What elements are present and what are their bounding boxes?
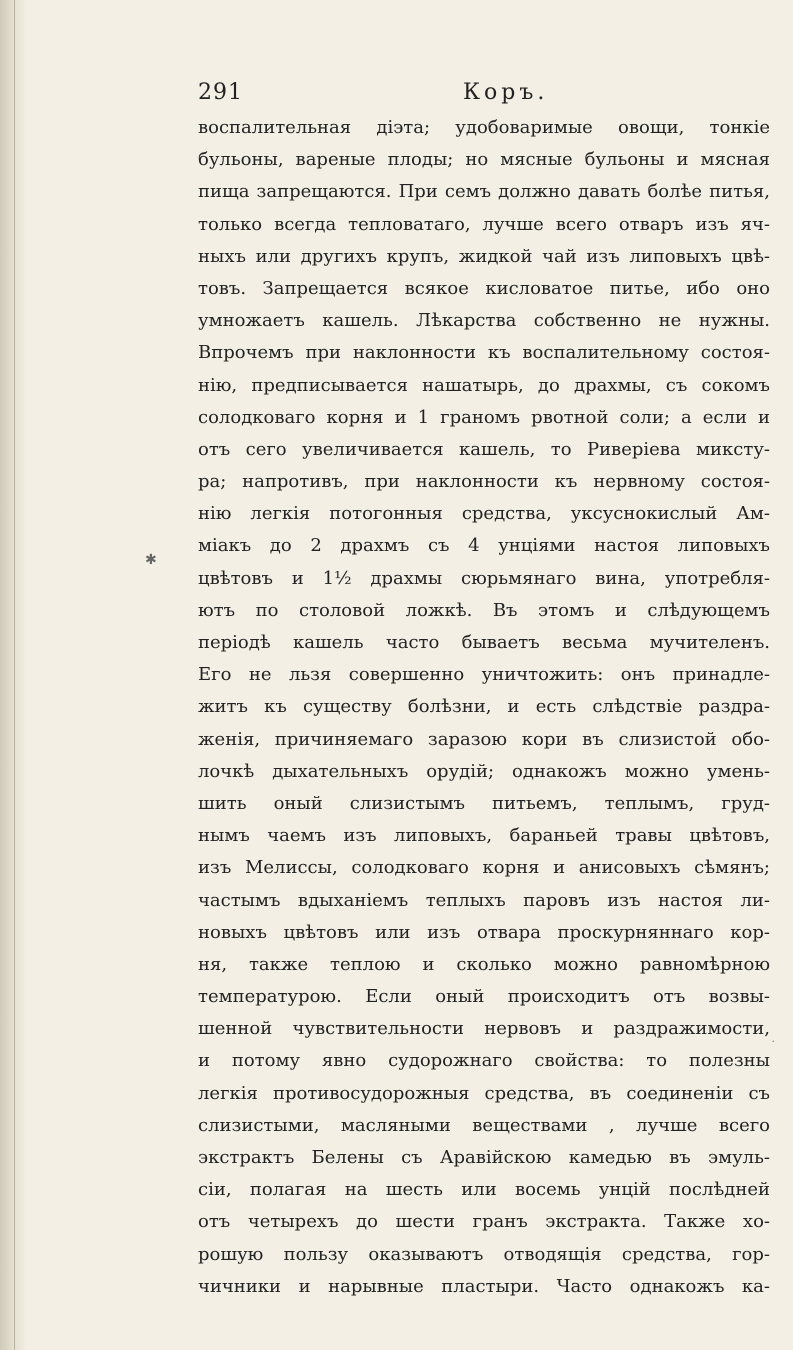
text-line: воспалительная діэта; удобоваримые овощи, тонкіе <box>198 117 770 138</box>
text-line: пища запрещаются. При семъ должно давать болѣе питья, <box>198 181 770 203</box>
text-line: Его не льзя совершенно уничтожить: онъ принадле- <box>198 664 770 686</box>
margin-asterisk-mark: ✱ <box>145 552 157 568</box>
text-line: легкія противосудорожныя средства, въ соединеніи съ <box>198 1082 770 1104</box>
text-line: житъ къ существу болѣзни, и есть слѣдствіе раздра- <box>198 696 770 718</box>
text-line: экстрактъ Белены съ Аравійскою камедью въ эмуль- <box>198 1147 770 1168</box>
page-binding-line <box>14 0 15 1350</box>
text-line: нію легкія потогонныя средства, уксуснокислый Ам- <box>198 503 770 525</box>
text-line: ныхъ или другихъ крупъ, жидкой чай изъ липовыхъ цвѣ- <box>198 245 770 267</box>
text-line: отъ сего увеличивается кашель, то Риверіева миксту- <box>198 438 770 460</box>
text-line: слизистыми, масляными веществами , лучше всего <box>198 1114 770 1136</box>
text-line: умножаетъ кашель. Лѣкарства собственно не нужны. <box>198 310 770 332</box>
text-line: товъ. Запрещается всякое кисловатое питье, ибо оно <box>198 277 770 299</box>
running-head <box>198 80 770 112</box>
book-page <box>198 80 770 1303</box>
text-line: ютъ по столовой ложкѣ. Въ этомъ и слѣдующемъ <box>198 599 770 621</box>
text-line: лочкѣ дыхательныхъ орудій; однакожъ можно умень- <box>198 760 770 782</box>
text-line: Впрочемъ при наклонности къ воспалительному состоя- <box>198 342 770 364</box>
text-line: только всегда тепловатаго, лучше всего отваръ изъ яч- <box>198 213 770 235</box>
text-line: женія, причиняемаго заразою кори въ слизистой обо- <box>198 728 770 750</box>
text-line: рошую пользу оказываютъ отводящія средства, гор- <box>198 1243 770 1265</box>
text-line: температурою. Если оный происходитъ отъ возвы- <box>198 986 770 1008</box>
text-line: солодковаго корня и 1 граномъ рвотной соли; а если и <box>198 406 770 428</box>
text-line: сіи, полагая на шесть или восемь унцій послѣдней <box>198 1179 770 1201</box>
text-line: бульоны, вареные плоды; но мясные бульоны и мясная <box>198 149 770 171</box>
text-line: отъ четырехъ до шести гранъ экстракта. Также хо- <box>198 1211 770 1233</box>
text-line: и потому явно судорожнаго свойства: то полезны <box>198 1050 770 1072</box>
text-line: шенной чувствительности нервовъ и раздражимости, <box>198 1018 770 1040</box>
text-line: міакъ до 2 драхмъ съ 4 унціями настоя липовыхъ <box>198 535 770 557</box>
text-line: ра; напротивъ, при наклонности къ нервному состоя- <box>198 471 770 493</box>
text-line: нію, предписывается нашатырь, до драхмы, съ сокомъ <box>198 374 770 396</box>
running-title: Коръ. <box>463 80 549 105</box>
text-line: шить оный слизистымъ питьемъ, теплымъ, груд- <box>198 792 770 814</box>
text-line: цвѣтовъ и 1½ драхмы сюрьмянаго вина, употребля- <box>198 567 770 589</box>
ink-speck: · <box>771 1035 775 1048</box>
page-number: 291 <box>198 80 243 105</box>
text-line: періодѣ кашель часто бываетъ весьма мучителенъ. <box>198 632 770 653</box>
text-line: изъ Мелиссы, солодковаго корня и анисовыхъ сѣмянъ; <box>198 857 770 879</box>
body-text <box>198 112 770 1303</box>
text-line: новыхъ цвѣтовъ или изъ отвара проскурняннаго кор- <box>198 921 770 943</box>
text-line: чичники и нарывные пластыри. Часто однакожъ ка- <box>198 1275 770 1297</box>
text-line: ня, также теплою и сколько можно равномѣрною <box>198 953 770 975</box>
text-line: частымъ вдыханіемъ теплыхъ паровъ изъ настоя ли- <box>198 889 770 911</box>
text-line: нымъ чаемъ изъ липовыхъ, бараньей травы цвѣтовъ, <box>198 825 770 847</box>
